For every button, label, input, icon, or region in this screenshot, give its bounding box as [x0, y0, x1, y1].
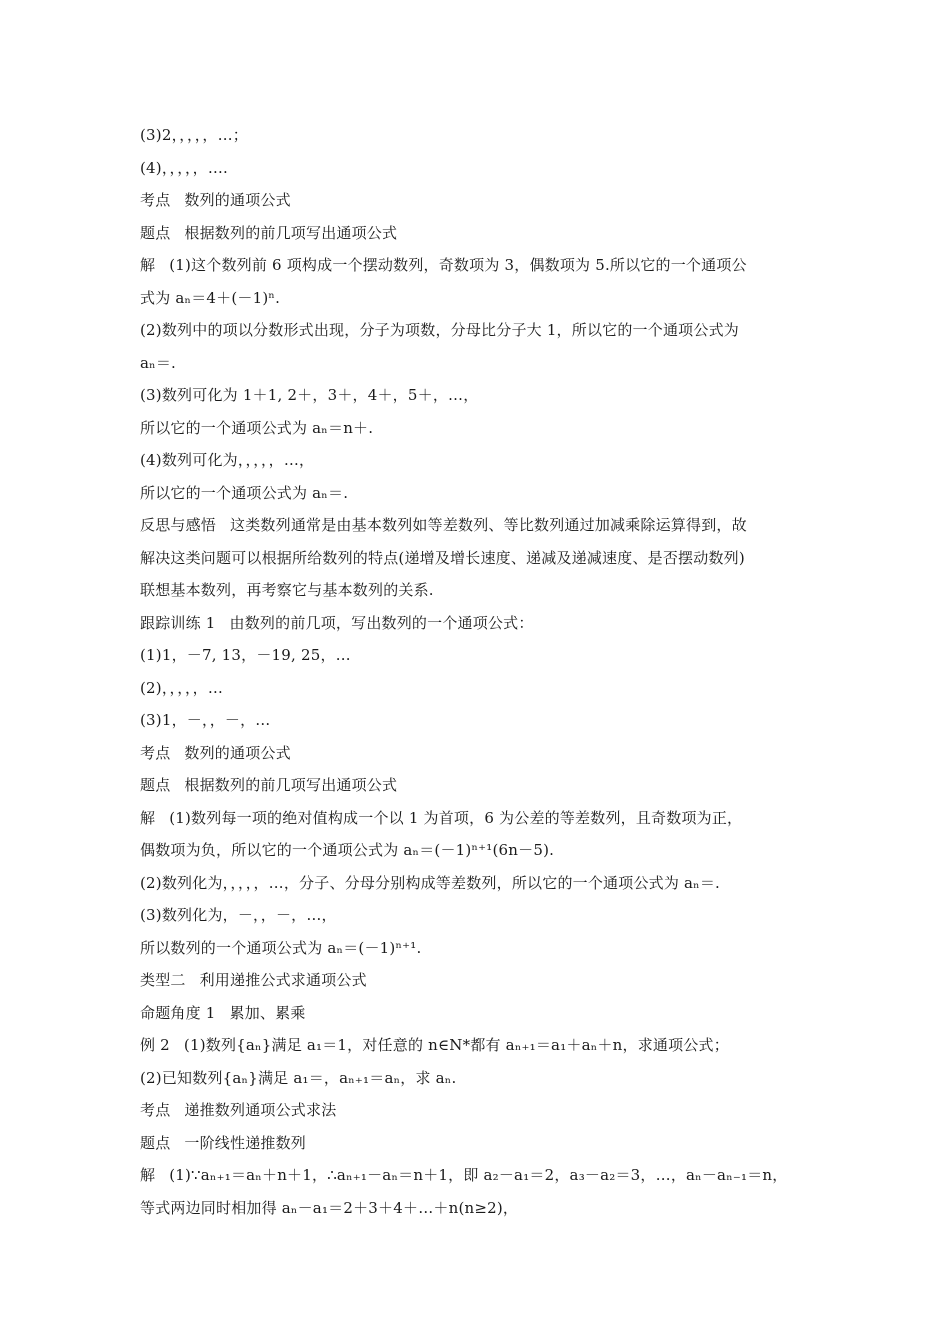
line-text: 数列的通项公式 — [184, 743, 291, 762]
line-label: 解 — [140, 1166, 156, 1184]
text-line — [140, 249, 820, 282]
text-line — [140, 282, 820, 315]
text-line — [140, 639, 820, 672]
line-text: 所以数列的一个通项公式为 aₙ＝(－1)ⁿ⁺¹. — [140, 938, 422, 957]
text-line — [140, 802, 820, 835]
line-text: (2)数列化为，，，，，…，分子、分母分别构成等差数列，所以它的一个通项公式为 aₙ＝. — [140, 873, 721, 892]
line-label: 考点 — [140, 743, 171, 762]
text-line — [140, 769, 820, 802]
line-text: (3)数列可化为 1＋1, 2＋，3＋，4＋，5＋，…， — [140, 386, 479, 404]
line-text: 所以它的一个通项公式为 aₙ＝. — [140, 483, 349, 502]
line-text: 根据数列的前几项写出通项公式 — [184, 223, 398, 242]
line-text: (1)∵aₙ₊₁＝aₙ＋n＋1，∴aₙ₊₁－aₙ＝n＋1，即 a₂－a₁＝2，a₃－a₂＝3，…，aₙ－aₙ₋₁＝n， — [169, 1166, 788, 1184]
text-line — [140, 997, 820, 1030]
line-label: 例 2 — [140, 1036, 170, 1054]
text-line — [140, 509, 820, 542]
line-label: 解 — [140, 808, 156, 827]
line-text: (4)数列可化为，，，，，…， — [140, 451, 315, 469]
text-line — [140, 672, 820, 705]
line-label: 反思与感悟 — [140, 516, 217, 534]
line-text: (2)数列中的项以分数形式出现，分子为项数，分母比分子大 1，所以它的一个通项公式为 — [140, 321, 739, 339]
line-text: (3)1，－，，－，… — [140, 711, 271, 729]
text-line — [140, 217, 820, 250]
text-line — [140, 1127, 820, 1160]
text-line — [140, 932, 820, 965]
text-line — [140, 964, 820, 997]
line-text: 偶数项为负，所以它的一个通项公式为 aₙ＝(－1)ⁿ⁺¹(6n－5). — [140, 841, 555, 859]
text-line — [140, 1159, 820, 1192]
line-text: 根据数列的前几项写出通项公式 — [184, 776, 398, 794]
text-line — [140, 152, 820, 185]
line-label: 题点 — [140, 223, 171, 242]
text-line — [140, 1029, 820, 1062]
line-text: (3)数列化为，－，，－，…， — [140, 906, 337, 924]
text-line — [140, 542, 820, 575]
line-label: 考点 — [140, 1101, 171, 1119]
line-text: (4)，，，，，…. — [140, 158, 229, 177]
line-text: 递推数列通项公式求法 — [184, 1101, 337, 1119]
line-text: (1)数列每一项的绝对值构成一个以 1 为首项，6 为公差的等差数列，且奇数项为正， — [169, 808, 743, 827]
line-label: 题点 — [140, 776, 171, 794]
line-text: 利用递推公式求通项公式 — [199, 971, 367, 989]
text-line — [140, 1094, 820, 1127]
line-text: 解决这类问题可以根据所给数列的特点(递增及增长速度、递减及递减速度、是否摆动数列) — [140, 548, 745, 567]
line-text: (3)2，，，，，…； — [140, 126, 248, 144]
text-line — [140, 347, 820, 380]
text-line — [140, 379, 820, 412]
line-text: 等式两边同时相加得 aₙ－a₁＝2＋3＋4＋…＋n(n≥2)， — [140, 1198, 519, 1217]
text-line — [140, 834, 820, 867]
text-line — [140, 704, 820, 737]
line-text: 数列的通项公式 — [184, 191, 291, 209]
line-text: 累加、累乘 — [229, 1003, 306, 1022]
line-text: (1)1，－7, 13，－19, 25，… — [140, 646, 351, 664]
text-line — [140, 737, 820, 770]
line-label: 考点 — [140, 191, 171, 209]
text-line — [140, 184, 820, 217]
line-label: 跟踪训练 1 — [140, 613, 216, 632]
line-text: 联想基本数列，再考察它与基本数列的关系. — [140, 581, 434, 599]
line-text: (2)已知数列{aₙ}满足 a₁＝，aₙ₊₁＝aₙ，求 aₙ. — [140, 1068, 457, 1087]
line-text: 式为 aₙ＝4＋(－1)ⁿ. — [140, 288, 281, 307]
line-text: 由数列的前几项，写出数列的一个通项公式： — [229, 613, 534, 632]
line-text: (2)，，，，，… — [140, 678, 224, 697]
text-line — [140, 477, 820, 510]
line-text: 这类数列通常是由基本数列如等差数列、等比数列通过加减乘除运算得到，故 — [230, 516, 747, 534]
text-line — [140, 314, 820, 347]
text-line — [140, 899, 820, 932]
text-line — [140, 412, 820, 445]
text-line — [140, 607, 820, 640]
line-label: 解 — [140, 256, 156, 274]
text-line — [140, 574, 820, 607]
text-line — [140, 119, 820, 152]
text-line — [140, 1062, 820, 1095]
line-text: (1)数列{aₙ}满足 a₁＝1，对任意的 n∈N*都有 aₙ₊₁＝a₁＋aₙ＋n，求通项公式； — [183, 1036, 729, 1054]
line-label: 类型二 — [140, 971, 186, 989]
line-text: 所以它的一个通项公式为 aₙ＝n＋. — [140, 418, 374, 437]
line-text: (1)这个数列前 6 项构成一个摆动数列，奇数项为 3，偶数项为 5.所以它的一个通项公 — [169, 256, 747, 274]
document-body — [140, 119, 820, 1224]
line-label: 命题角度 1 — [140, 1003, 216, 1022]
line-label: 题点 — [140, 1133, 171, 1152]
text-line — [140, 1192, 820, 1225]
text-line — [140, 867, 820, 900]
text-line — [140, 444, 820, 477]
line-text: aₙ＝. — [140, 353, 177, 372]
line-text: 一阶线性递推数列 — [184, 1133, 307, 1152]
